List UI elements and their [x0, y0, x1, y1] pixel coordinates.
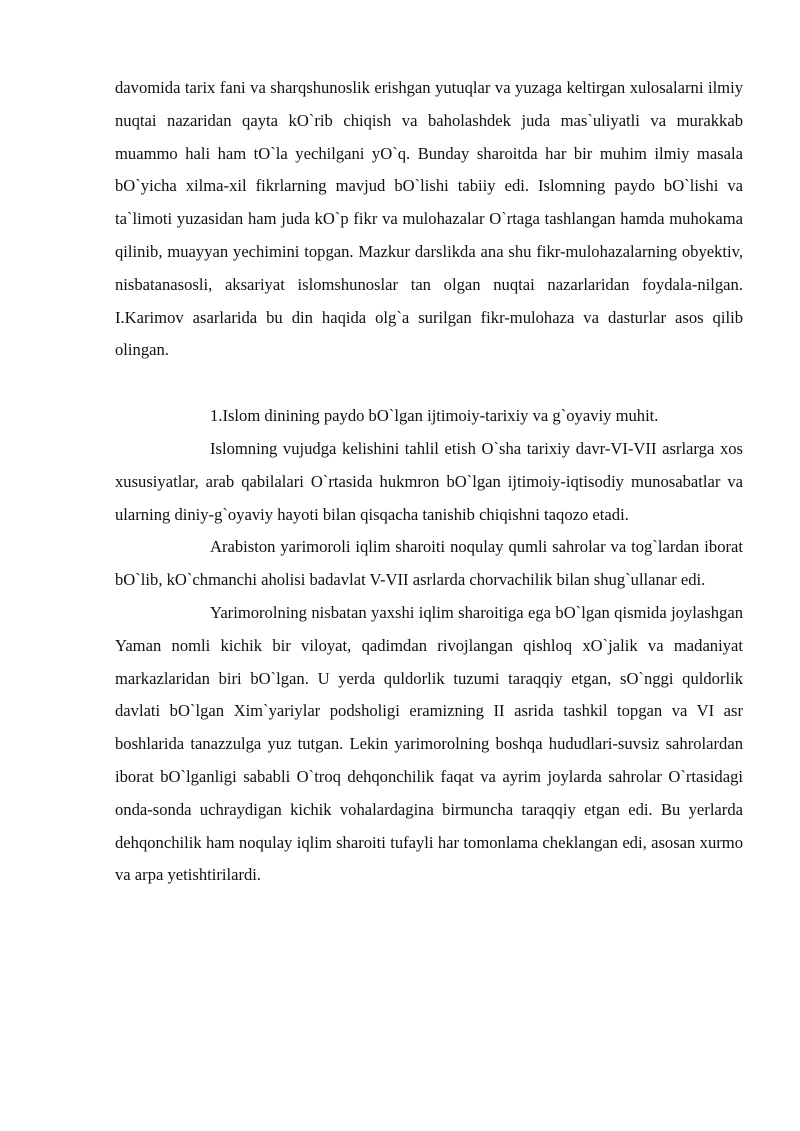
document-page	[115, 72, 743, 892]
body-paragraph-1: Islomning vujudga kelishini tahlil etish O`sha tarixiy davr-VI-VII asrlarga xos xususiyatlar, arab qabilalari O`rtasida hukmron bO`lgan ijtimoiy-iqtisodiy munosabatlar va ularning diniy-g`oyaviy hayoti bilan qisqacha tanishib chiqishni taqozo etadi.	[115, 438, 743, 524]
intro-paragraph: davomida tarix fani va sharqshunoslik erishgan yutuqlar va yuzaga keltirgan xulosalarni ilmiy nuqtai nazaridan qayta kO`rib chiqish va baholashdek juda mas`uliyatli va murakkab muammo hali ham tO`la yechilgani yO`q. Bunday sharoitda har bir muhim ilmiy masala bO`yicha xilma-xil fikrlarning mavjud bO`lishi tabiiy edi. Islomning paydo bO`lishi va ta`limoti yuzasidan ham juda kO`p fikr va mulohazalar O`rtaga tashlangan hamda muhokama qilinib, muayyan yechimini topgan. Mazkur darslikda ana shu fikr-mulohazalarning obyektiv, nisbatanasosli, aksariyat islomshunoslar tan olgan nuqtai nazarlaridan foydala-nilgan. I.Karimov asarlarida bu din haqida olg`a surilgan fikr-mulohaza va dasturlar asos qilib olingan.	[115, 78, 743, 360]
paragraph-gap	[115, 367, 743, 400]
body-paragraph-3: Yarimorolning nisbatan yaxshi iqlim sharoitiga ega bO`lgan qismida joylashgan Yaman nomli kichik bir viloyat, qadimdan rivojlangan qishloq xO`jalik va madaniyat markazlaridan biri bO`lgan. U yerda quldorlik tuzumi taraqqiy etgan, sO`nggi quldorlik davlati bO`lgan Xim`yariylar podsholigi eramizning II asrida tashkil topgan va VI asr boshlarida tanazzulga yuz tutgan. Lekin yarimorolning boshqa hududlari-suvsiz sahrolardan iborat bO`lganligi sababli O`troq dehqonchilik faqat va ayrim joylarda sahrolar O`rtasidagi onda-sonda uchraydigan kichik vohalardagina birmuncha taraqqiy etgan edi. Bu yerlarda dehqonchilik ham noqulay iqlim sharoiti tufayli har tomonlama cheklangan edi, asosan xurmo va arpa yetishtirilardi.	[115, 602, 743, 885]
body-paragraph-2: Arabiston yarimoroli iqlim sharoiti noqulay qumli sahrolar va tog`lardan iborat bO`lib, kO`chmanchi aholisi badavlat V-VII asrlarda chorvachilik bilan shug`ullanar edi.	[115, 537, 743, 590]
section-heading: 1.Islom dinining paydo bO`lgan ijtimoiy-tarixiy va g`oyaviy muhit.	[210, 406, 659, 426]
